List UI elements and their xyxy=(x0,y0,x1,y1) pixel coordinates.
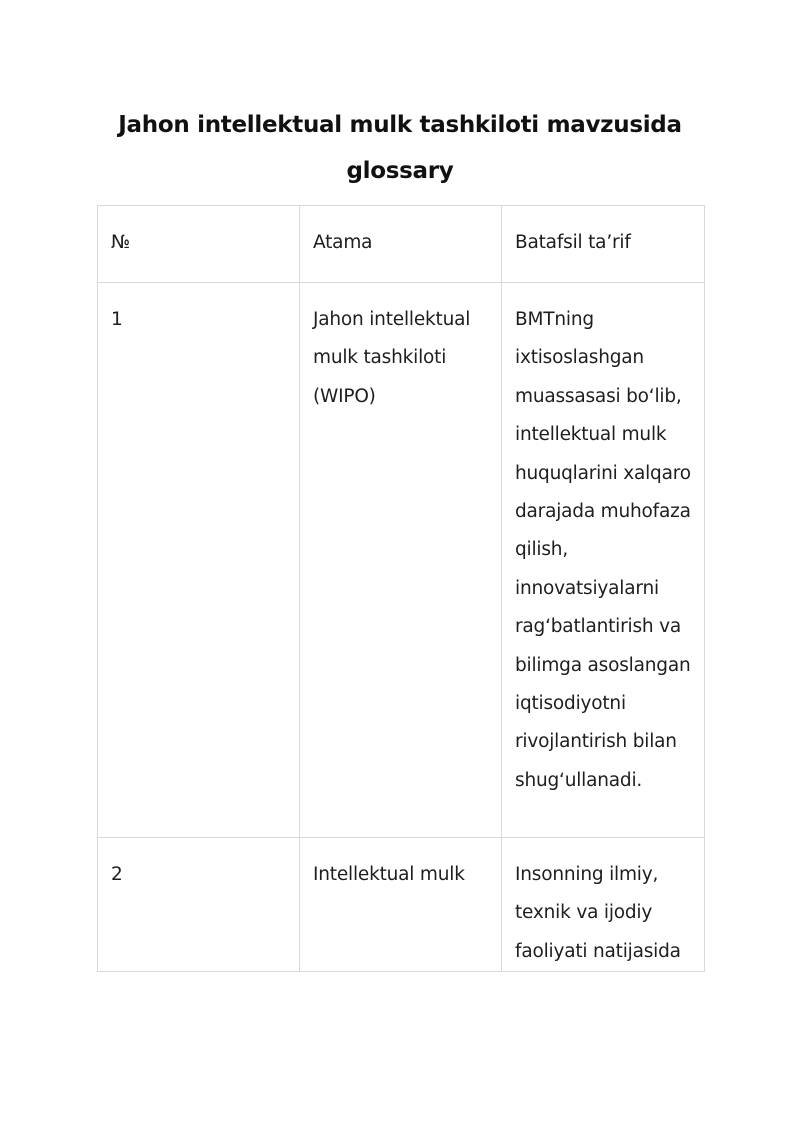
cell-term xyxy=(300,838,502,972)
cell-definition xyxy=(502,283,705,838)
cell-definition xyxy=(502,838,705,972)
cell-number xyxy=(98,283,300,838)
header-cell-definition xyxy=(502,206,705,283)
row-term: Intellektual mulk xyxy=(313,864,465,885)
row-definition: BMTning ixtisoslashgan muassasasi bo‘lib, intellektual mulk huquqlarini xalqaro darajada muhofaza qilish, innovatsiyalarni rag‘batlantirish va bilimga asoslangan iqtisodiyotni rivojlantirish bilan shug‘ullanadi. xyxy=(515,309,691,791)
header-definition-label: Batafsil ta’rif xyxy=(515,232,631,253)
row-number: 1 xyxy=(111,309,123,330)
header-cell-term xyxy=(300,206,502,283)
cell-term xyxy=(300,283,502,838)
row-term: Jahon intellektual mulk tashkiloti (WIPO) xyxy=(313,309,471,407)
header-term-label: Atama xyxy=(313,232,373,253)
table-row xyxy=(98,838,705,972)
table-row xyxy=(98,283,705,838)
cell-number xyxy=(98,838,300,972)
table-header-row xyxy=(98,206,705,283)
glossary-table xyxy=(97,205,705,972)
header-cell-number xyxy=(98,206,300,283)
header-number-label: № xyxy=(111,232,131,253)
row-definition: Insonning ilmiy, texnik va ijodiy faoliyati natijasida xyxy=(515,864,681,962)
document-title: Jahon intellektual mulk tashkiloti mavzusida glossary xyxy=(118,112,682,184)
row-number: 2 xyxy=(111,864,123,885)
